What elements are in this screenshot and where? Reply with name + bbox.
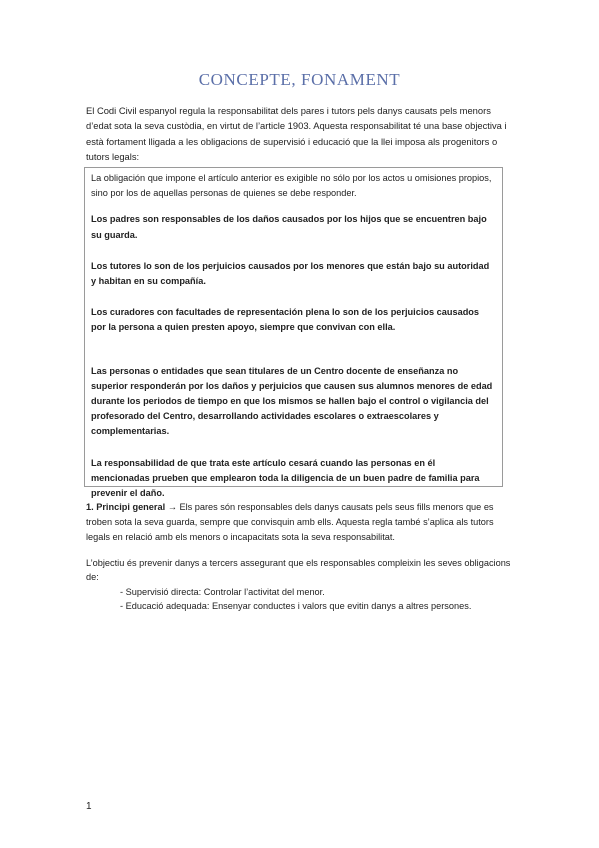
principle-heading: 1. Principi general [86, 502, 166, 512]
quote-paragraph-3: Los tutores lo son de los perjuicios causados por los menores que están bajo su autoridad y habitan en su compañía. [91, 260, 490, 287]
principle-text: Els pares són responsables dels danys causats pels seus fills menors que es troben sota la seva guarda, sempre que convisquin amb ells. Aquesta regla també s’aplica als tutors legals en relació amb els menors o incapacitats sota la seva responsabilitat. [86, 502, 494, 543]
quote-paragraph-2: Los padres son responsables de los daños causados por los hijos que se encuentren bajo su guarda. [91, 214, 487, 240]
page-title: CONCEPTE, FONAMENT [198, 70, 401, 89]
quote-paragraph-5: Las personas o entidades que sean titulares de un Centro docente de enseñanza no superior responderán por los daños y perjuicios que causen sus alumnos menores de edad durante los periodos de tiempo en que los mismos se hallen bajo el control o vigilancia del profesorado del Centro, desarrollando actividades escolares o extraescolares y complementarias. [91, 365, 493, 437]
legal-quote-box [84, 167, 503, 499]
principle-section [86, 500, 518, 546]
quote-paragraph-1: La obligación que impone el artículo anterior es exigible no sólo por los actos u omisiones propios, sino por los de aquellas personas de quienes se debe responder. [91, 173, 492, 199]
list-item: - Educació adequada: Ensenyar conductes i valors que evitin danys a altres persones. [120, 601, 472, 612]
list-item: - Supervisió directa: Controlar l’activitat del menor. [120, 586, 325, 597]
objective-section [86, 556, 518, 614]
obligations-list [86, 585, 518, 614]
page-number: 1 [86, 801, 92, 812]
arrow-icon: → [165, 502, 180, 512]
objective-text: L’objectiu és prevenir danys a tercers assegurant que els responsables compleixin les seves obligacions de: [86, 558, 511, 583]
intro-paragraph: El Codi Civil espanyol regula la responsabilitat dels pares i tutors pels danys causats pels menors d’edat sota la seva custòdia, en virtut de l’article 1903. Aquesta responsabilitat té una base objectiva i està fortament lligada a les obligacions de supervisió i educació que la llei imposa als progenitors o tutors legals: [86, 105, 507, 163]
quote-paragraph-4: Los curadores con facultades de representación plena lo son de los perjuicios causados por la persona a quien presten apoyo, siempre que convivan con ella. [91, 307, 480, 333]
quote-paragraph-6: La responsabilidad de que trata este artículo cesará cuando las personas en él mencionadas prueben que emplearon toda la diligencia de un buen padre de familia para prevenir el daño. [91, 457, 480, 499]
